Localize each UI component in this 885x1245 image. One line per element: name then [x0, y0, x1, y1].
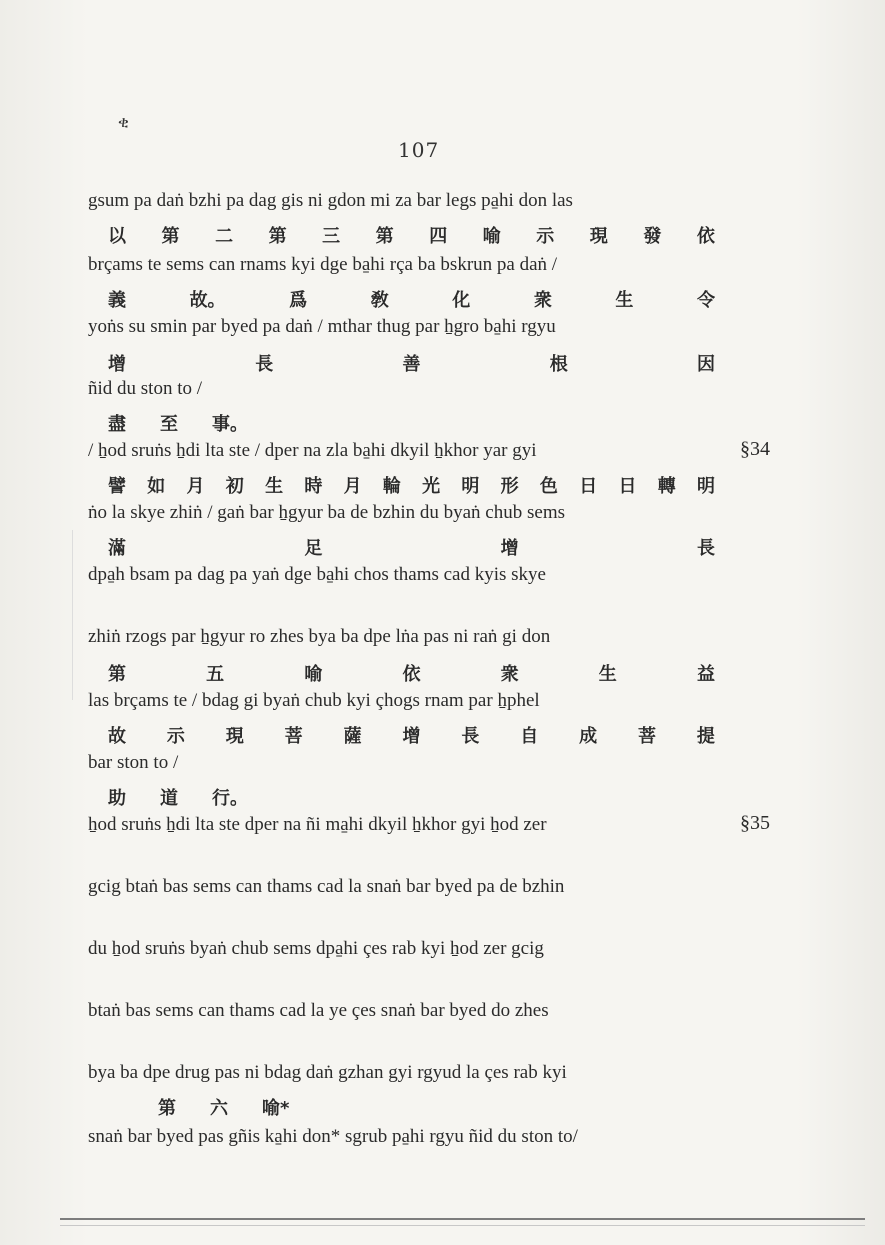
gloss-char: 依	[696, 226, 715, 247]
tibetan-line: btaṅ bas sems can thams cad la ye çes snaṅ bar byed do zhes	[88, 1000, 549, 1021]
gloss-char: 長	[696, 538, 715, 559]
section-marker: §35	[740, 812, 770, 834]
gloss-char: 六	[210, 1098, 228, 1119]
gloss-char: 發	[643, 226, 662, 247]
section-marker: §34	[740, 438, 770, 460]
gloss-char: 菩	[638, 726, 657, 747]
gloss-char: 故	[108, 726, 126, 747]
gloss-char: 第	[158, 1098, 176, 1119]
gloss-char: 菩	[284, 726, 303, 747]
gloss-char: 自	[520, 726, 539, 747]
gloss-char: 道	[160, 788, 178, 809]
gloss-char: 日	[579, 476, 598, 497]
tibetan-line: snaṅ bar byed pas gñis ka̱hi don* sgrub pa̱hi rgyu ñid du ston to/	[88, 1126, 578, 1147]
gloss-char: 衆	[500, 664, 519, 685]
gloss-char: 現	[589, 226, 608, 247]
tibetan-line: ẖod sruṅs ẖdi lta ste dper na ñi ma̱hi dkyil ẖkhor gyi ẖod zer	[88, 814, 547, 835]
bottom-rule	[60, 1218, 865, 1220]
tibetan-line: ṅo la skye zhiṅ / gaṅ bar ẖgyur ba de bzhin du byaṅ chub sems	[88, 502, 565, 523]
gloss-char: 長	[255, 354, 274, 375]
bottom-rule-secondary	[60, 1225, 865, 1226]
gloss-char: 增	[500, 538, 519, 559]
chinese-gloss-line	[108, 534, 715, 560]
gloss-char: 喻	[304, 664, 323, 685]
tibetan-line: zhiṅ rzogs par ẖgyur ro zhes bya ba dpe lṅa pas ni raṅ gi don	[88, 626, 551, 647]
gloss-char: 第	[268, 226, 287, 247]
chinese-gloss-line	[108, 784, 735, 810]
gloss-char: 光	[422, 476, 441, 497]
gloss-char: 衆	[533, 290, 552, 311]
gloss-char: 行。	[212, 788, 248, 809]
chinese-gloss-line	[108, 472, 715, 498]
gloss-char: 令	[696, 290, 715, 311]
tibetan-line: bar ston to /	[88, 752, 179, 773]
gloss-char: 盡	[108, 414, 126, 435]
gloss-char: 三	[322, 226, 341, 247]
tibetan-line: gsum pa daṅ bzhi pa dag gis ni gdon mi za bar legs pa̱hi don las	[88, 190, 573, 211]
chinese-gloss-line	[108, 222, 715, 248]
tibetan-line: dpa̱h bsam pa dag pa yaṅ dge ba̱hi chos thams cad kyis skye	[88, 564, 546, 585]
gloss-char: 第	[108, 664, 126, 685]
gloss-char: 生	[598, 664, 617, 685]
gloss-char: 喻	[482, 226, 501, 247]
gloss-char: 敎	[370, 290, 389, 311]
gloss-char: 依	[402, 664, 421, 685]
gloss-char: 善	[402, 354, 421, 375]
chinese-gloss-line	[108, 410, 735, 436]
gloss-char: 益	[696, 664, 715, 685]
gloss-char: 初	[225, 476, 244, 497]
gloss-char: 至	[160, 414, 178, 435]
corner-mark: ቂ	[118, 112, 129, 131]
gloss-char: 五	[206, 664, 225, 685]
gloss-char: 生	[265, 476, 284, 497]
gloss-char: 輪	[382, 476, 401, 497]
gloss-char: 化	[452, 290, 471, 311]
gloss-char: 現	[225, 726, 244, 747]
tibetan-line: yoṅs su smin par byed pa daṅ / mthar thug par ẖgro ba̱hi rgyu	[88, 316, 556, 337]
gloss-char: 生	[615, 290, 634, 311]
gloss-char: 因	[697, 354, 715, 375]
gloss-char: 喻*	[262, 1098, 290, 1119]
gloss-char: 譬	[108, 476, 126, 497]
gloss-char: 事。	[212, 414, 248, 435]
tibetan-line: las brçams te / bdag gi byaṅ chub kyi çhogs rnam par ẖphel	[88, 690, 540, 711]
gloss-char: 滿	[108, 538, 126, 559]
page-number: 107	[398, 138, 440, 162]
scan-artifact	[72, 530, 73, 700]
gloss-char: 長	[461, 726, 480, 747]
gloss-char: 時	[304, 476, 323, 497]
gloss-char: 示	[166, 726, 185, 747]
gloss-char: 月	[343, 476, 362, 497]
gloss-char: 形	[500, 476, 519, 497]
gloss-char: 明	[461, 476, 480, 497]
gloss-char: 爲	[289, 290, 308, 311]
tibetan-line: brçams te sems can rnams kyi dge ba̱hi rça ba bskrun pa daṅ /	[88, 254, 558, 275]
gloss-char: 轉	[657, 476, 676, 497]
gloss-char: 增	[108, 354, 126, 375]
gloss-char: 薩	[343, 726, 362, 747]
gloss-char: 成	[579, 726, 598, 747]
chinese-gloss-line	[108, 660, 715, 686]
gloss-char: 足	[304, 538, 323, 559]
gloss-char: 第	[375, 226, 394, 247]
gloss-char: 義	[108, 290, 126, 311]
gloss-char: 二	[215, 226, 234, 247]
gloss-char: 四	[429, 226, 448, 247]
gloss-char: 明	[696, 476, 715, 497]
gloss-char: 提	[696, 726, 715, 747]
gloss-char: 助	[108, 788, 126, 809]
gloss-char: 色	[539, 476, 558, 497]
chinese-gloss-line	[108, 722, 715, 748]
tibetan-line: bya ba dpe drug pas ni bdag daṅ gzhan gyi rgyud la çes rab kyi	[88, 1062, 567, 1083]
chinese-gloss-line	[108, 286, 715, 312]
gloss-char: 以	[108, 226, 126, 247]
gloss-char: 如	[147, 476, 166, 497]
tibetan-line: / ẖod sruṅs ẖdi lta ste / dper na zla ba̱hi dkyil ẖkhor yar gyi	[88, 440, 537, 461]
gloss-char: 第	[161, 226, 180, 247]
gloss-char: 示	[536, 226, 555, 247]
tibetan-line: du ẖod sruṅs byaṅ chub sems dpa̱hi çes rab kyi ẖod zer gcig	[88, 938, 544, 959]
tibetan-line: ñid du ston to /	[88, 378, 203, 399]
gloss-char: 故。	[189, 290, 226, 311]
gloss-char: 根	[549, 354, 568, 375]
gloss-char: 月	[186, 476, 205, 497]
gloss-char: 日	[618, 476, 637, 497]
chinese-gloss-line	[158, 1094, 735, 1120]
tibetan-line: gcig btaṅ bas sems can thams cad la snaṅ bar byed pa de bzhin	[88, 876, 565, 897]
chinese-gloss-line	[108, 350, 715, 376]
gloss-char: 增	[402, 726, 421, 747]
